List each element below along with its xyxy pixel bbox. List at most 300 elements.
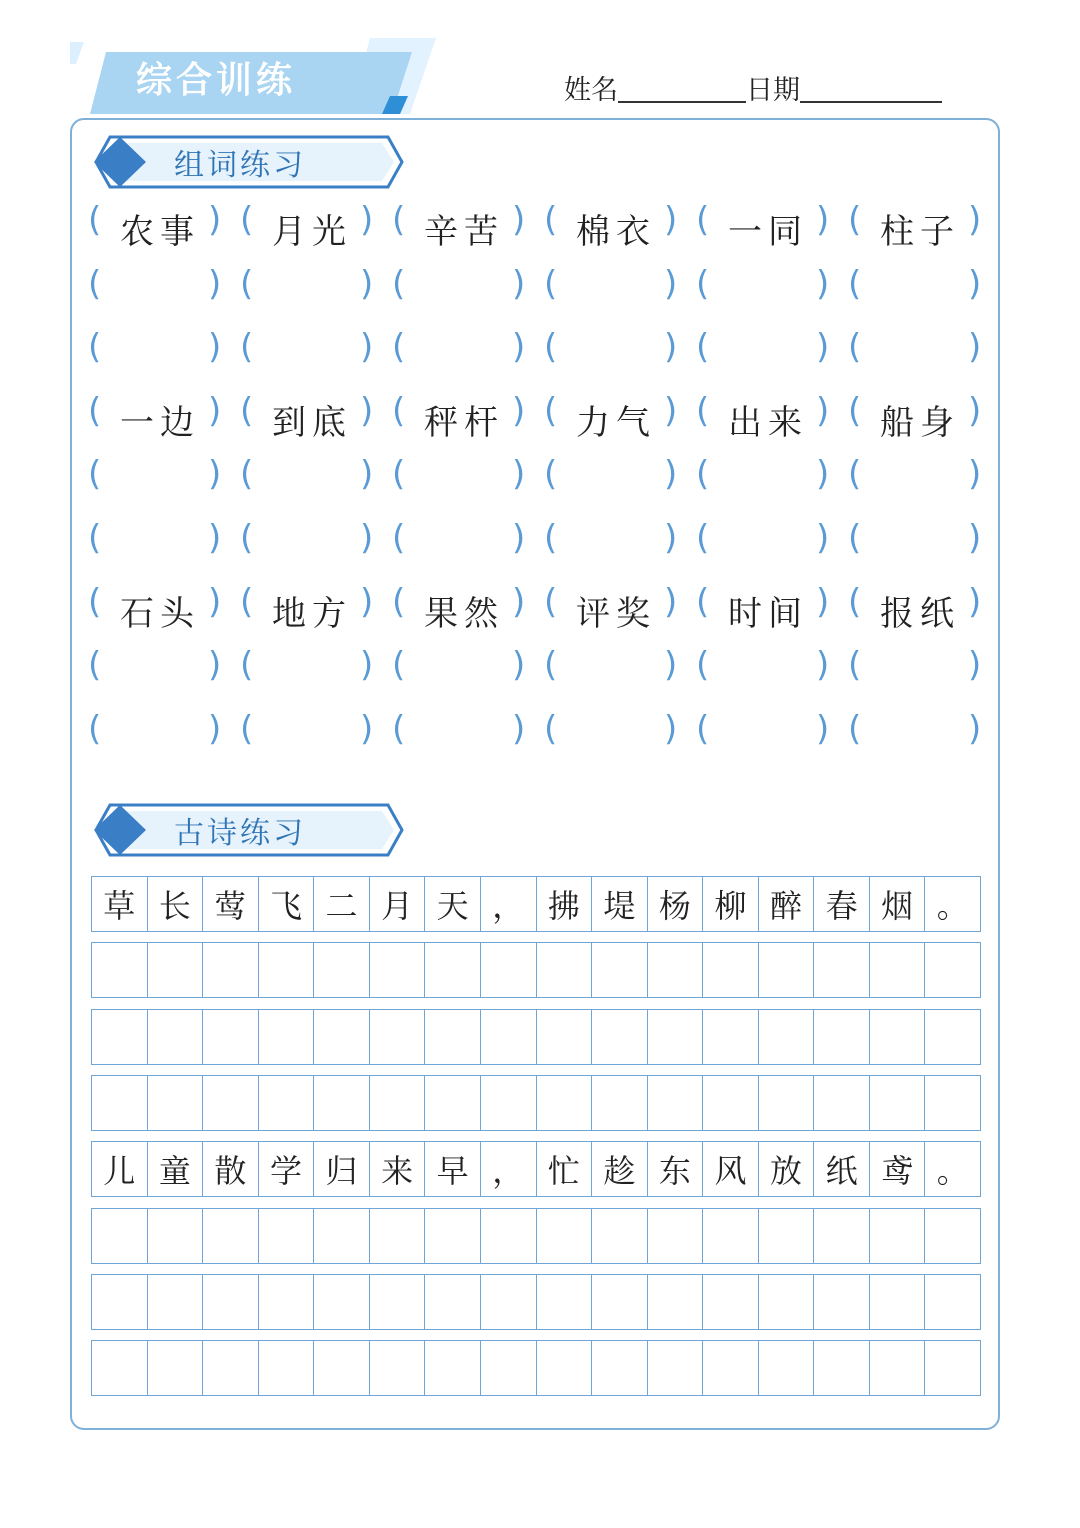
poem-char-cell: 归 bbox=[314, 1142, 370, 1196]
left-paren: ( bbox=[240, 327, 254, 368]
blank-poem-cell[interactable] bbox=[92, 1341, 148, 1395]
left-paren: ( bbox=[544, 645, 558, 686]
blank-poem-cell[interactable] bbox=[537, 1209, 593, 1263]
poem-char-cell: 飞 bbox=[259, 877, 315, 931]
right-paren: ) bbox=[208, 581, 222, 622]
poem-char-cell: 风 bbox=[703, 1142, 759, 1196]
blank-poem-cell[interactable] bbox=[481, 1341, 537, 1395]
blank-poem-cell[interactable] bbox=[203, 1209, 259, 1263]
blank-poem-cell[interactable] bbox=[814, 1341, 870, 1395]
blank-poem-cell[interactable] bbox=[148, 1076, 204, 1130]
left-paren: ( bbox=[88, 390, 102, 431]
blank-poem-cell[interactable] bbox=[370, 1341, 426, 1395]
word-text: 评奖 bbox=[576, 593, 656, 634]
right-paren: ) bbox=[208, 518, 222, 558]
blank-poem-cell[interactable] bbox=[925, 1209, 980, 1263]
right-paren: ) bbox=[360, 263, 374, 304]
blank-word-cell[interactable] bbox=[844, 260, 996, 320]
right-paren: ) bbox=[664, 200, 678, 240]
blank-poem-row bbox=[91, 1009, 981, 1065]
left-paren: ( bbox=[240, 263, 254, 304]
blank-word-cell[interactable] bbox=[540, 641, 692, 701]
blank-poem-cell[interactable] bbox=[259, 1010, 315, 1064]
blank-poem-cell[interactable] bbox=[592, 1341, 648, 1395]
blank-word-cell[interactable] bbox=[540, 705, 692, 765]
blank-word-cell[interactable] bbox=[236, 323, 388, 383]
blank-poem-cell[interactable] bbox=[759, 1010, 815, 1064]
blank-word-cell[interactable] bbox=[84, 260, 236, 320]
left-paren: ( bbox=[240, 581, 254, 622]
blank-poem-cell[interactable] bbox=[648, 1275, 704, 1329]
blank-poem-cell[interactable] bbox=[203, 1275, 259, 1329]
poem-char-cell: 杨 bbox=[648, 877, 704, 931]
left-paren: ( bbox=[88, 454, 102, 495]
word-text: 秤杆 bbox=[424, 402, 504, 443]
left-paren: ( bbox=[240, 645, 254, 686]
blank-poem-cell[interactable] bbox=[925, 1341, 980, 1395]
right-paren: ) bbox=[968, 263, 982, 304]
blank-poem-cell[interactable] bbox=[370, 943, 426, 997]
poem-char-cell: 拂 bbox=[537, 877, 593, 931]
right-paren: ) bbox=[664, 454, 678, 495]
blank-poem-cell[interactable] bbox=[481, 1209, 537, 1263]
blank-poem-cell[interactable] bbox=[92, 1209, 148, 1263]
blank-word-row bbox=[84, 641, 996, 701]
blank-poem-cell[interactable] bbox=[425, 943, 481, 997]
blank-poem-cell[interactable] bbox=[148, 1209, 204, 1263]
right-paren: ) bbox=[512, 263, 526, 304]
left-paren: ( bbox=[240, 200, 254, 240]
blank-poem-cell[interactable] bbox=[703, 943, 759, 997]
blank-word-cell[interactable] bbox=[388, 514, 540, 574]
blank-poem-cell[interactable] bbox=[481, 943, 537, 997]
blank-poem-cell[interactable] bbox=[648, 1209, 704, 1263]
blank-poem-cell[interactable] bbox=[537, 1076, 593, 1130]
blank-poem-cell[interactable] bbox=[592, 943, 648, 997]
right-paren: ) bbox=[968, 518, 982, 558]
poem-char-cell: 鸢 bbox=[870, 1142, 926, 1196]
left-paren: ( bbox=[544, 200, 558, 240]
poem-char-cell: ， bbox=[481, 877, 537, 931]
blank-word-row bbox=[84, 450, 996, 510]
poem-char-cell: 草 bbox=[92, 877, 148, 931]
blank-word-cell[interactable] bbox=[388, 705, 540, 765]
left-paren: ( bbox=[392, 327, 406, 368]
left-paren: ( bbox=[392, 263, 406, 304]
left-paren: ( bbox=[88, 327, 102, 368]
blank-poem-row bbox=[91, 942, 981, 998]
left-paren: ( bbox=[848, 390, 862, 431]
right-paren: ) bbox=[208, 390, 222, 431]
blank-poem-cell[interactable] bbox=[425, 1010, 481, 1064]
poem-char-cell: 儿 bbox=[92, 1142, 148, 1196]
left-paren: ( bbox=[696, 708, 710, 749]
word-text: 力气 bbox=[576, 402, 656, 443]
blank-word-row bbox=[84, 323, 996, 383]
blank-word-cell[interactable] bbox=[692, 705, 844, 765]
right-paren: ) bbox=[512, 645, 526, 686]
blank-poem-cell[interactable] bbox=[148, 1275, 204, 1329]
blank-word-cell[interactable] bbox=[540, 260, 692, 320]
blank-word-cell[interactable] bbox=[692, 260, 844, 320]
word-cell bbox=[388, 578, 540, 638]
right-paren: ) bbox=[968, 581, 982, 622]
blank-word-cell[interactable] bbox=[236, 705, 388, 765]
right-paren: ) bbox=[968, 708, 982, 749]
poem-char-cell: 趁 bbox=[592, 1142, 648, 1196]
word-text: 棉衣 bbox=[576, 212, 656, 252]
right-paren: ) bbox=[360, 454, 374, 495]
blank-word-cell[interactable] bbox=[236, 450, 388, 510]
word-text: 果然 bbox=[424, 593, 504, 634]
blank-poem-cell[interactable] bbox=[92, 943, 148, 997]
blank-poem-cell[interactable] bbox=[703, 1010, 759, 1064]
right-paren: ) bbox=[208, 200, 222, 240]
word-cell bbox=[692, 578, 844, 638]
blank-poem-cell[interactable] bbox=[814, 1275, 870, 1329]
poem-char-cell: 学 bbox=[259, 1142, 315, 1196]
blank-word-cell[interactable] bbox=[388, 323, 540, 383]
left-paren: ( bbox=[848, 454, 862, 495]
word-cell bbox=[540, 578, 692, 638]
blank-poem-cell[interactable] bbox=[314, 1010, 370, 1064]
blank-poem-cell[interactable] bbox=[870, 1209, 926, 1263]
blank-poem-cell[interactable] bbox=[592, 1275, 648, 1329]
left-paren: ( bbox=[544, 263, 558, 304]
blank-poem-cell[interactable] bbox=[703, 1209, 759, 1263]
blank-poem-row bbox=[91, 1274, 981, 1330]
blank-word-cell[interactable] bbox=[84, 705, 236, 765]
word-cell bbox=[84, 578, 236, 638]
left-paren: ( bbox=[696, 263, 710, 304]
blank-poem-cell[interactable] bbox=[759, 1076, 815, 1130]
poem-char-cell: 忙 bbox=[537, 1142, 593, 1196]
word-text: 辛苦 bbox=[424, 212, 504, 252]
left-paren: ( bbox=[696, 200, 710, 240]
word-text: 农事 bbox=[120, 212, 200, 252]
section-title: 组词练习 bbox=[174, 148, 306, 183]
blank-poem-cell[interactable] bbox=[481, 1010, 537, 1064]
blank-poem-cell[interactable] bbox=[759, 943, 815, 997]
left-paren: ( bbox=[392, 708, 406, 749]
right-paren: ) bbox=[512, 390, 526, 431]
right-paren: ) bbox=[208, 327, 222, 368]
blank-word-cell[interactable] bbox=[84, 323, 236, 383]
blank-poem-cell[interactable] bbox=[92, 1275, 148, 1329]
left-paren: ( bbox=[848, 518, 862, 558]
blank-poem-cell[interactable] bbox=[759, 1275, 815, 1329]
blank-poem-cell[interactable] bbox=[425, 1341, 481, 1395]
blank-poem-cell[interactable] bbox=[870, 1076, 926, 1130]
poem-char-cell: 醉 bbox=[759, 877, 815, 931]
right-paren: ) bbox=[208, 708, 222, 749]
right-paren: ) bbox=[360, 581, 374, 622]
blank-poem-cell[interactable] bbox=[759, 1209, 815, 1263]
right-paren: ) bbox=[664, 327, 678, 368]
blank-poem-cell[interactable] bbox=[925, 1076, 980, 1130]
blank-poem-cell[interactable] bbox=[648, 1076, 704, 1130]
blank-poem-cell[interactable] bbox=[425, 1076, 481, 1130]
word-text: 报纸 bbox=[880, 593, 960, 634]
word-cell bbox=[692, 387, 844, 447]
word-cell bbox=[84, 387, 236, 447]
right-paren: ) bbox=[968, 200, 982, 240]
name-blank[interactable] bbox=[618, 101, 746, 103]
right-paren: ) bbox=[208, 645, 222, 686]
blank-poem-cell[interactable] bbox=[370, 1010, 426, 1064]
word-cell bbox=[540, 387, 692, 447]
left-paren: ( bbox=[848, 581, 862, 622]
left-paren: ( bbox=[88, 708, 102, 749]
blank-poem-cell[interactable] bbox=[425, 1209, 481, 1263]
word-cell bbox=[236, 196, 388, 256]
blank-poem-cell[interactable] bbox=[648, 943, 704, 997]
right-paren: ) bbox=[360, 390, 374, 431]
right-paren: ) bbox=[208, 454, 222, 495]
left-paren: ( bbox=[696, 581, 710, 622]
right-paren: ) bbox=[360, 645, 374, 686]
blank-poem-cell[interactable] bbox=[814, 943, 870, 997]
left-paren: ( bbox=[848, 708, 862, 749]
left-paren: ( bbox=[544, 581, 558, 622]
blank-poem-cell[interactable] bbox=[92, 1010, 148, 1064]
poem-char-cell: 堤 bbox=[592, 877, 648, 931]
word-cell bbox=[84, 196, 236, 256]
date-label: 日期 bbox=[746, 75, 800, 106]
left-paren: ( bbox=[88, 263, 102, 304]
left-paren: ( bbox=[696, 454, 710, 495]
right-paren: ) bbox=[512, 708, 526, 749]
poem-char-cell: 。 bbox=[936, 1152, 969, 1191]
blank-poem-cell[interactable] bbox=[925, 1010, 980, 1064]
blank-poem-cell[interactable] bbox=[92, 1076, 148, 1130]
right-paren: ) bbox=[968, 327, 982, 368]
right-paren: ) bbox=[360, 518, 374, 558]
blank-poem-cell[interactable] bbox=[148, 1341, 204, 1395]
date-blank[interactable] bbox=[800, 101, 942, 103]
blank-poem-cell[interactable] bbox=[592, 1076, 648, 1130]
word-row bbox=[84, 578, 996, 638]
blank-poem-cell[interactable] bbox=[703, 1275, 759, 1329]
blank-poem-cell[interactable] bbox=[481, 1076, 537, 1130]
blank-poem-cell[interactable] bbox=[537, 1341, 593, 1395]
blank-word-cell[interactable] bbox=[692, 641, 844, 701]
blank-word-row bbox=[84, 705, 996, 765]
left-paren: ( bbox=[848, 645, 862, 686]
right-paren: ) bbox=[512, 581, 526, 622]
blank-word-cell[interactable] bbox=[692, 514, 844, 574]
blank-poem-cell[interactable] bbox=[425, 1275, 481, 1329]
left-paren: ( bbox=[392, 518, 406, 558]
blank-poem-cell[interactable] bbox=[203, 1341, 259, 1395]
blank-poem-cell[interactable] bbox=[314, 1341, 370, 1395]
blank-poem-cell[interactable] bbox=[537, 943, 593, 997]
poem-char-cell: 二 bbox=[314, 877, 370, 931]
right-paren: ) bbox=[816, 263, 830, 304]
blank-poem-cell[interactable] bbox=[870, 1275, 926, 1329]
blank-word-cell[interactable] bbox=[388, 641, 540, 701]
word-cell bbox=[236, 387, 388, 447]
section-title: 古诗练习 bbox=[174, 816, 306, 851]
blank-poem-cell[interactable] bbox=[703, 1341, 759, 1395]
blank-word-cell[interactable] bbox=[692, 323, 844, 383]
right-paren: ) bbox=[664, 645, 678, 686]
blank-word-cell[interactable] bbox=[236, 514, 388, 574]
blank-poem-cell[interactable] bbox=[481, 1275, 537, 1329]
left-paren: ( bbox=[392, 200, 406, 240]
left-paren: ( bbox=[544, 327, 558, 368]
name-date-line bbox=[564, 68, 942, 107]
blank-poem-cell[interactable] bbox=[592, 1010, 648, 1064]
blank-poem-cell[interactable] bbox=[814, 1076, 870, 1130]
right-paren: ) bbox=[816, 200, 830, 240]
right-paren: ) bbox=[816, 390, 830, 431]
blank-poem-cell[interactable] bbox=[925, 1275, 980, 1329]
word-cell bbox=[844, 196, 996, 256]
right-paren: ) bbox=[512, 454, 526, 495]
blank-word-cell[interactable] bbox=[844, 323, 996, 383]
poem-char-cell: ， bbox=[481, 1142, 537, 1196]
blank-word-cell[interactable] bbox=[844, 514, 996, 574]
poem-char-cell: 散 bbox=[203, 1142, 259, 1196]
right-paren: ) bbox=[816, 645, 830, 686]
blank-poem-cell[interactable] bbox=[537, 1010, 593, 1064]
blank-word-cell[interactable] bbox=[388, 450, 540, 510]
left-paren: ( bbox=[88, 518, 102, 558]
blank-word-cell[interactable] bbox=[236, 641, 388, 701]
section-header-poem-practice bbox=[90, 802, 406, 858]
word-cell bbox=[236, 578, 388, 638]
blank-word-cell[interactable] bbox=[84, 641, 236, 701]
blank-poem-cell[interactable] bbox=[314, 1076, 370, 1130]
blank-poem-cell[interactable] bbox=[759, 1341, 815, 1395]
blank-poem-cell[interactable] bbox=[314, 943, 370, 997]
blank-poem-cell[interactable] bbox=[370, 1209, 426, 1263]
blank-word-cell[interactable] bbox=[540, 323, 692, 383]
blank-word-cell[interactable] bbox=[844, 450, 996, 510]
blank-word-cell[interactable] bbox=[388, 260, 540, 320]
blank-poem-cell[interactable] bbox=[259, 1341, 315, 1395]
blank-poem-cell[interactable] bbox=[148, 1010, 204, 1064]
left-paren: ( bbox=[88, 581, 102, 622]
blank-poem-cell[interactable] bbox=[925, 943, 980, 997]
blank-word-cell[interactable] bbox=[84, 450, 236, 510]
right-paren: ) bbox=[968, 645, 982, 686]
blank-poem-cell[interactable] bbox=[592, 1209, 648, 1263]
left-paren: ( bbox=[240, 708, 254, 749]
poem-char-cell: 。 bbox=[936, 887, 969, 925]
blank-word-cell[interactable] bbox=[844, 641, 996, 701]
blank-poem-cell[interactable] bbox=[203, 1076, 259, 1130]
blank-poem-cell[interactable] bbox=[370, 1076, 426, 1130]
name-label: 姓名 bbox=[564, 75, 618, 106]
right-paren: ) bbox=[816, 454, 830, 495]
word-text: 一边 bbox=[120, 402, 200, 443]
left-paren: ( bbox=[848, 200, 862, 240]
blank-poem-cell[interactable] bbox=[870, 1010, 926, 1064]
word-row bbox=[84, 387, 996, 447]
blank-poem-cell[interactable] bbox=[537, 1275, 593, 1329]
right-paren: ) bbox=[664, 263, 678, 304]
blank-poem-cell[interactable] bbox=[259, 1076, 315, 1130]
right-paren: ) bbox=[512, 327, 526, 368]
poem-char-cell: 烟 bbox=[870, 877, 926, 931]
blank-poem-cell[interactable] bbox=[203, 1010, 259, 1064]
left-paren: ( bbox=[392, 645, 406, 686]
left-paren: ( bbox=[392, 390, 406, 431]
blank-poem-cell[interactable] bbox=[870, 1341, 926, 1395]
left-paren: ( bbox=[544, 454, 558, 495]
blank-poem-cell[interactable] bbox=[703, 1076, 759, 1130]
right-paren: ) bbox=[664, 518, 678, 558]
blank-word-row bbox=[84, 260, 996, 320]
poem-char-cell: 纸 bbox=[814, 1142, 870, 1196]
left-paren: ( bbox=[696, 518, 710, 558]
right-paren: ) bbox=[360, 708, 374, 749]
right-paren: ) bbox=[968, 390, 982, 431]
right-paren: ) bbox=[664, 581, 678, 622]
right-paren: ) bbox=[208, 263, 222, 304]
left-paren: ( bbox=[240, 454, 254, 495]
blank-word-cell[interactable] bbox=[84, 514, 236, 574]
left-paren: ( bbox=[88, 645, 102, 686]
page-title: 综合训练 bbox=[135, 60, 296, 101]
left-paren: ( bbox=[696, 645, 710, 686]
left-paren: ( bbox=[240, 518, 254, 558]
blank-poem-cell[interactable] bbox=[314, 1209, 370, 1263]
blank-poem-cell[interactable] bbox=[259, 1275, 315, 1329]
left-paren: ( bbox=[848, 263, 862, 304]
blank-poem-cell[interactable] bbox=[370, 1275, 426, 1329]
poem-line-row bbox=[91, 876, 981, 932]
blank-poem-cell[interactable] bbox=[259, 943, 315, 997]
blank-poem-cell[interactable] bbox=[259, 1209, 315, 1263]
word-cell bbox=[540, 196, 692, 256]
word-cell bbox=[692, 196, 844, 256]
blank-poem-cell[interactable] bbox=[814, 1209, 870, 1263]
blank-word-cell[interactable] bbox=[692, 450, 844, 510]
blank-poem-cell[interactable] bbox=[814, 1010, 870, 1064]
right-paren: ) bbox=[360, 200, 374, 240]
word-cell bbox=[388, 196, 540, 256]
poem-char-cell: 童 bbox=[148, 1142, 204, 1196]
right-paren: ) bbox=[512, 518, 526, 558]
left-paren: ( bbox=[696, 390, 710, 431]
blank-poem-cell[interactable] bbox=[870, 943, 926, 997]
left-paren: ( bbox=[848, 327, 862, 368]
word-text: 到底 bbox=[272, 402, 352, 443]
left-paren: ( bbox=[88, 200, 102, 240]
blank-word-cell[interactable] bbox=[540, 450, 692, 510]
blank-poem-cell[interactable] bbox=[203, 943, 259, 997]
blank-poem-cell[interactable] bbox=[648, 1341, 704, 1395]
word-row bbox=[84, 196, 996, 256]
right-paren: ) bbox=[816, 581, 830, 622]
poem-char-cell: 放 bbox=[759, 1142, 815, 1196]
blank-word-cell[interactable] bbox=[844, 705, 996, 765]
word-cell bbox=[388, 387, 540, 447]
blank-poem-cell[interactable] bbox=[648, 1010, 704, 1064]
poem-line-row bbox=[91, 1141, 981, 1197]
word-text: 石头 bbox=[120, 593, 200, 634]
blank-word-cell[interactable] bbox=[236, 260, 388, 320]
blank-word-cell[interactable] bbox=[540, 514, 692, 574]
word-text: 一同 bbox=[728, 212, 808, 252]
left-paren: ( bbox=[696, 327, 710, 368]
poem-char-cell: 来 bbox=[370, 1142, 426, 1196]
blank-poem-cell[interactable] bbox=[314, 1275, 370, 1329]
blank-poem-cell[interactable] bbox=[148, 943, 204, 997]
